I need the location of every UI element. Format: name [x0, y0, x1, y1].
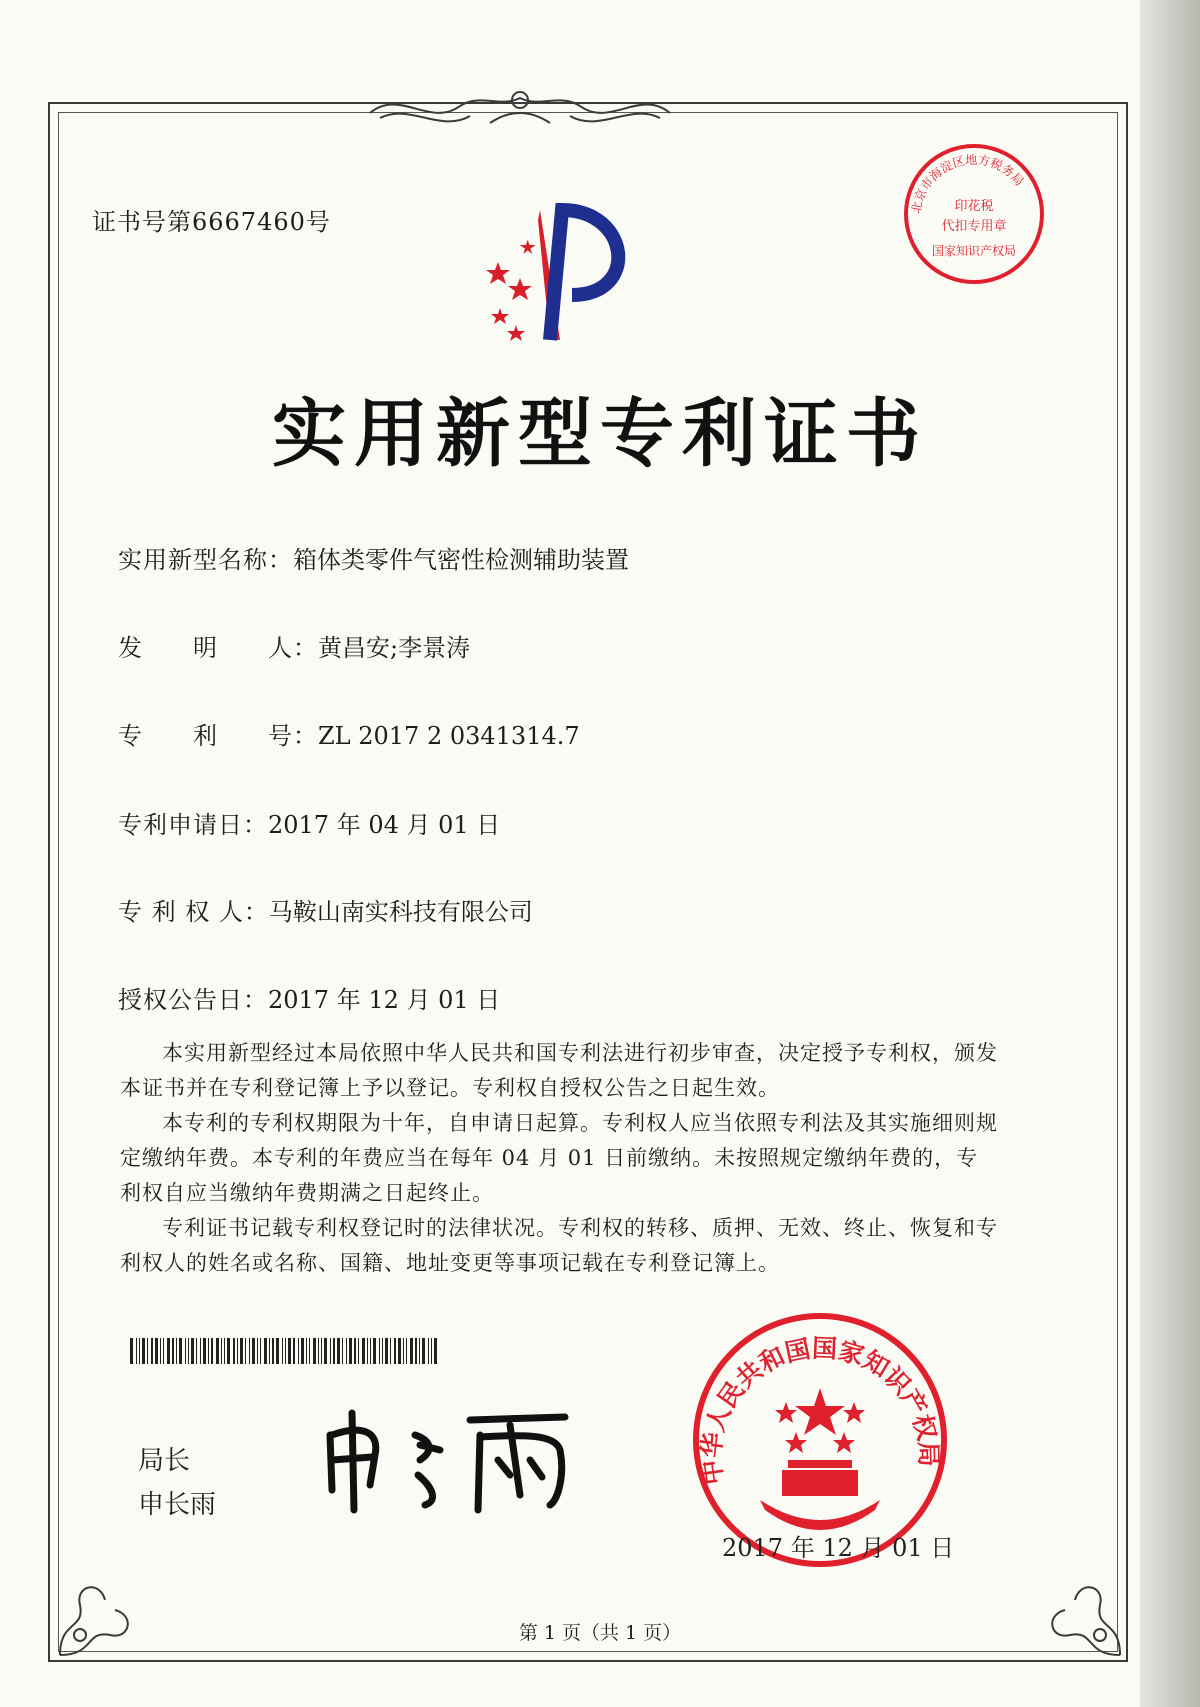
field-utility-model-name — [118, 540, 629, 575]
certificate-body — [120, 1036, 1000, 1281]
field-label: 发 明 人： — [118, 634, 318, 662]
field-grant-date — [118, 980, 500, 1015]
page-edge-shadow — [1140, 0, 1200, 1707]
field-patent-number — [118, 716, 580, 751]
tax-seal-stamp — [900, 140, 1048, 288]
field-label: 专 利 号： — [118, 722, 318, 750]
field-value: 2017 年 12 月 01 日 — [268, 986, 501, 1014]
certificate-title: 实用新型专利证书 — [272, 391, 928, 477]
top-ornament — [360, 78, 680, 138]
director-title: 局长 — [138, 1446, 191, 1476]
body-paragraph: 本实用新型经过本局依照中华人民共和国专利法进行初步审查，决定授予专利权，颁发本证书并在专利登记簿上予以登记。专利权自授权公告之日起生效。 — [120, 1041, 998, 1100]
field-application-date — [118, 805, 500, 840]
tax-seal-line3: 国家知识产权局 — [931, 244, 1017, 258]
field-label: 专 利 权 人： — [118, 898, 269, 926]
field-value: ZL 2017 2 0341314.7 — [318, 722, 580, 750]
field-value: 箱体类零件气密性检测辅助装置 — [293, 546, 629, 574]
field-value: 2017 年 04 月 01 日 — [268, 811, 501, 839]
tax-seal-text: 北京市海淀区地方税务局 — [909, 152, 1027, 215]
seal-ring-text: 中华人民共和国国家知识产权局 — [696, 1333, 944, 1487]
bottom-left-ornament — [55, 1570, 145, 1660]
bottom-right-ornament — [1035, 1570, 1125, 1660]
body-paragraph: 专利证书记载专利权登记时的法律状况。专利权的转移、质押、无效、终止、恢复和专利权人的姓名或名称、国籍、地址变更等事项记载在专利登记簿上。 — [120, 1216, 998, 1275]
field-value: 马鞍山南实科技有限公司 — [268, 898, 533, 926]
certificate-number: 证书号第6667460号 — [92, 208, 331, 236]
page-number: 第 1 页（共 1 页） — [518, 1622, 682, 1644]
field-value: 黄昌安;李景涛 — [318, 634, 471, 662]
issue-date: 2017 年 12 月 01 日 — [722, 1534, 955, 1562]
director-name: 申长雨 — [138, 1490, 217, 1520]
field-label: 实用新型名称： — [118, 546, 293, 574]
barcode — [130, 1338, 440, 1364]
field-inventor — [118, 628, 470, 663]
field-label: 授权公告日： — [118, 986, 268, 1014]
tax-seal-line1: 印花税 — [954, 199, 994, 214]
director-signature — [320, 1405, 580, 1515]
patent-office-logo — [480, 200, 660, 350]
tax-seal-line2: 代扣专用章 — [941, 219, 1007, 234]
field-patentee — [118, 892, 533, 927]
field-label: 专利申请日： — [118, 811, 268, 839]
body-paragraph: 本专利的专利权期限为十年，自申请日起算。专利权人应当依照专利法及其实施细则规定缴纳年费。本专利的年费应当在每年 04 月 01 日前缴纳。未按照规定缴纳年费的，专利权自应当缴纳年费期满之日起终止。 — [120, 1111, 998, 1205]
